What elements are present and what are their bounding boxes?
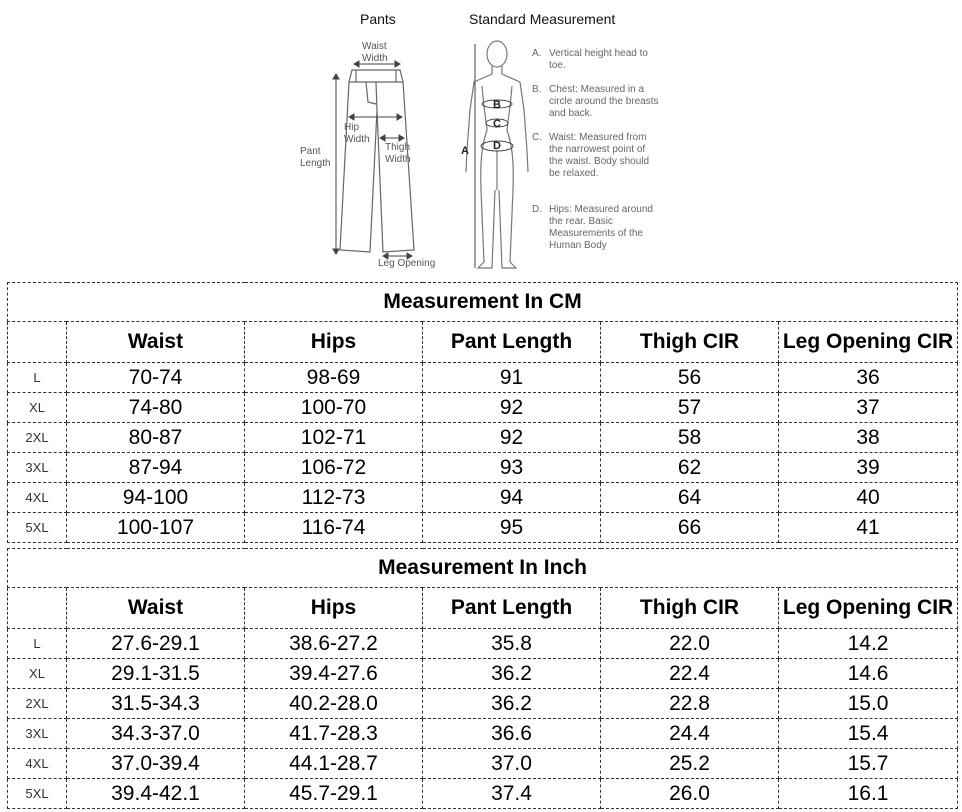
- thigh-cir-cell: 58: [601, 423, 779, 453]
- body-measure-bands: [475, 44, 513, 268]
- measurement-diagram: [0, 0, 962, 280]
- pant-length-cell: 94: [423, 483, 601, 513]
- pant-length-cell: 36.6: [423, 719, 601, 749]
- header-pant-length: Pant Length: [423, 588, 601, 629]
- table-row: [8, 749, 958, 779]
- body-letter-a: A: [461, 145, 469, 157]
- size-cell: 5XL: [8, 513, 67, 543]
- thigh-cir-cell: 22.8: [601, 689, 779, 719]
- leg-opening-cell: 15.0: [779, 689, 958, 719]
- thigh-cir-cell: 22.4: [601, 659, 779, 689]
- size-cell: 5XL: [8, 779, 67, 809]
- note-a-key: A.: [532, 48, 542, 59]
- waist-cell: 29.1-31.5: [67, 659, 245, 689]
- thigh-cir-cell: 22.0: [601, 629, 779, 659]
- note-a: [532, 48, 661, 72]
- hips-cell: 38.6-27.2: [245, 629, 423, 659]
- body-letter-c: C: [493, 118, 501, 130]
- size-cell: 2XL: [8, 423, 67, 453]
- hips-cell: 44.1-28.7: [245, 749, 423, 779]
- leg-opening-cell: 14.6: [779, 659, 958, 689]
- size-cell: 4XL: [8, 483, 67, 513]
- header-thigh-cir: Thigh CIR: [601, 588, 779, 629]
- note-d-text: Hips: Measured around the rear. Basic Measurements of the Human Body: [549, 204, 653, 251]
- header-leg-opening-cir: Leg Opening CIR: [779, 322, 958, 363]
- waist-cell: 70-74: [67, 363, 245, 393]
- note-b-text: Chest: Measured in a circle around the breasts and back.: [549, 84, 659, 119]
- measurement-cm-table: [7, 282, 958, 543]
- pant-length-cell: 93: [423, 453, 601, 483]
- leg-opening-cell: 36: [779, 363, 958, 393]
- leg-opening-cell: 37: [779, 393, 958, 423]
- pant-length-cell: 92: [423, 393, 601, 423]
- header-waist: Waist: [67, 322, 245, 363]
- table-row: [8, 659, 958, 689]
- hips-cell: 112-73: [245, 483, 423, 513]
- size-cell: 4XL: [8, 749, 67, 779]
- waist-cell: 100-107: [67, 513, 245, 543]
- table-row: [8, 689, 958, 719]
- pant-length-cell: 35.8: [423, 629, 601, 659]
- table-row: [8, 513, 958, 543]
- measurement-inch-table: [7, 548, 958, 809]
- waist-cell: 37.0-39.4: [67, 749, 245, 779]
- thigh-cir-cell: 24.4: [601, 719, 779, 749]
- header-size: [8, 588, 67, 629]
- body-letter-d: D: [493, 140, 501, 152]
- waist-cell: 74-80: [67, 393, 245, 423]
- table-row: [8, 483, 958, 513]
- hips-cell: 41.7-28.3: [245, 719, 423, 749]
- hips-cell: 106-72: [245, 453, 423, 483]
- hips-cell: 116-74: [245, 513, 423, 543]
- thigh-cir-cell: 26.0: [601, 779, 779, 809]
- standard-measurement-title: Standard Measurement: [469, 11, 616, 27]
- leg-opening-cell: 40: [779, 483, 958, 513]
- thigh-cir-cell: 56: [601, 363, 779, 393]
- leg-opening-cell: 16.1: [779, 779, 958, 809]
- leg-opening-cell: 15.7: [779, 749, 958, 779]
- leg-opening-cell: 14.2: [779, 629, 958, 659]
- waist-width-label: Waist Width: [362, 41, 388, 64]
- thigh-cir-cell: 62: [601, 453, 779, 483]
- size-cell: L: [8, 363, 67, 393]
- note-c-text: Waist: Measured from the narrowest point of the waist. Body should be relaxed.: [549, 132, 650, 179]
- waist-cell: 87-94: [67, 453, 245, 483]
- header-thigh-cir: Thigh CIR: [601, 322, 779, 363]
- table-header-row: [8, 588, 958, 629]
- leg-opening-label: Leg Opening: [378, 258, 436, 269]
- leg-opening-cell: 41: [779, 513, 958, 543]
- size-cell: XL: [8, 393, 67, 423]
- hips-cell: 39.4-27.6: [245, 659, 423, 689]
- leg-opening-cell: 38: [779, 423, 958, 453]
- diagram-illustration: [0, 0, 962, 280]
- thigh-cir-cell: 25.2: [601, 749, 779, 779]
- hips-cell: 98-69: [245, 363, 423, 393]
- waist-cell: 80-87: [67, 423, 245, 453]
- waist-cell: 34.3-37.0: [67, 719, 245, 749]
- table-row: [8, 423, 958, 453]
- size-cell: XL: [8, 659, 67, 689]
- waist-cell: 94-100: [67, 483, 245, 513]
- size-cell: L: [8, 629, 67, 659]
- header-leg-opening-cir: Leg Opening CIR: [779, 588, 958, 629]
- note-a-text: Vertical height head to toe.: [549, 48, 648, 71]
- header-waist: Waist: [67, 588, 245, 629]
- waist-cell: 39.4-42.1: [67, 779, 245, 809]
- thigh-cir-cell: 64: [601, 483, 779, 513]
- pants-title: Pants: [360, 11, 396, 27]
- pant-length-cell: 92: [423, 423, 601, 453]
- leg-opening-cell: 39: [779, 453, 958, 483]
- pant-length-cell: 91: [423, 363, 601, 393]
- thigh-width-label: Thigh Width: [385, 142, 411, 165]
- leg-opening-cell: 15.4: [779, 719, 958, 749]
- pant-length-cell: 36.2: [423, 659, 601, 689]
- hips-cell: 40.2-28.0: [245, 689, 423, 719]
- hips-cell: 45.7-29.1: [245, 779, 423, 809]
- waist-cell: 27.6-29.1: [67, 629, 245, 659]
- table-caption: Measurement In CM: [8, 283, 958, 322]
- pant-length-cell: 95: [423, 513, 601, 543]
- note-d-key: D.: [532, 204, 542, 215]
- note-b: [532, 84, 661, 120]
- table-row: [8, 779, 958, 809]
- size-cell: 3XL: [8, 719, 67, 749]
- header-hips: Hips: [245, 322, 423, 363]
- table-row: [8, 393, 958, 423]
- hips-cell: 100-70: [245, 393, 423, 423]
- pant-length-cell: 37.4: [423, 779, 601, 809]
- table-header-row: [8, 322, 958, 363]
- header-hips: Hips: [245, 588, 423, 629]
- header-pant-length: Pant Length: [423, 322, 601, 363]
- table-caption: Measurement In Inch: [8, 549, 958, 588]
- thigh-cir-cell: 57: [601, 393, 779, 423]
- table-row: [8, 453, 958, 483]
- pant-length-label: Pant Length: [300, 146, 331, 169]
- table-row: [8, 719, 958, 749]
- table-row: [8, 629, 958, 659]
- body-letter-b: B: [493, 99, 501, 111]
- table-row: [8, 363, 958, 393]
- hips-cell: 102-71: [245, 423, 423, 453]
- note-b-key: B.: [532, 84, 542, 95]
- note-c-key: C.: [532, 132, 542, 143]
- pant-length-cell: 37.0: [423, 749, 601, 779]
- hip-width-label: Hip Width: [344, 122, 370, 145]
- size-cell: 3XL: [8, 453, 67, 483]
- note-c: [532, 132, 661, 180]
- size-cell: 2XL: [8, 689, 67, 719]
- header-size: [8, 322, 67, 363]
- thigh-cir-cell: 66: [601, 513, 779, 543]
- waist-cell: 31.5-34.3: [67, 689, 245, 719]
- note-d: [532, 204, 661, 252]
- pant-length-cell: 36.2: [423, 689, 601, 719]
